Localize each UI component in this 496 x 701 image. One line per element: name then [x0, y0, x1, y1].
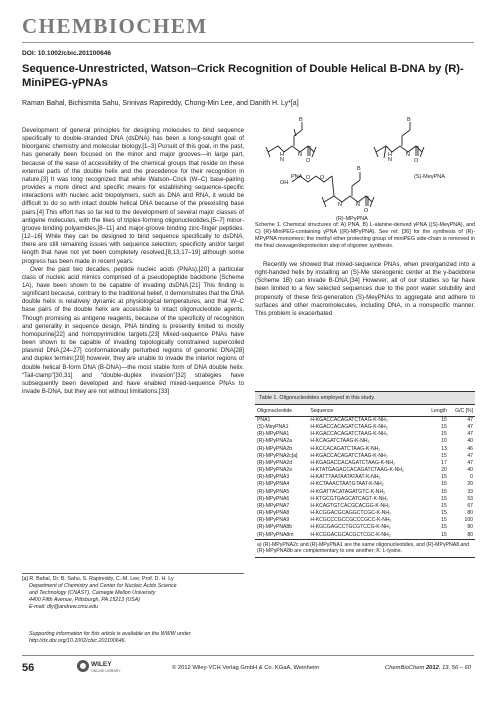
atom-label: N	[388, 157, 392, 163]
oligo-name-cell: (R)-MPγPNA2a	[257, 438, 293, 445]
body-left-column	[22, 127, 244, 396]
length-cell: 15	[441, 510, 447, 517]
oligo-name-cell: (R)-MPγPNA5	[257, 488, 290, 495]
length-cell: 15	[441, 424, 447, 431]
oligo-name-cell: (R)-MPγPNA4	[257, 481, 290, 488]
table-row	[255, 481, 475, 488]
author-list: Raman Bahal, Bichismita Sahu, Srinivas Rapireddy, Chong-Min Lee, and Danith H. Ly*[a]	[22, 100, 299, 107]
atom-label: H	[280, 152, 284, 158]
affiliation-line: 4400 Fifth Avenue, Pittsburgh, PA 15213 (USA)	[29, 596, 141, 603]
oligo-name-cell: (R)-MPγPNA9	[257, 517, 290, 524]
doi[interactable]: DOI: 10.1002/cbic.201100646	[22, 50, 112, 57]
sequence-cell: H-KGACCACAGATCTAAG-K-NH₂	[310, 424, 388, 431]
sequence-cell: H-KCTAAACTAATGTAAT-K-NH₂	[310, 481, 384, 488]
table-row	[255, 496, 475, 503]
sequence-cell: H-KGATTACATAGATGTC-K-NH₂	[310, 488, 386, 495]
gc-cell: 20	[467, 481, 473, 488]
table-row	[255, 532, 475, 540]
oligo-name-cell: PNA1	[257, 417, 271, 423]
supporting-info-text: Supporting information for this article is available on the WWW under	[29, 631, 191, 637]
table-row	[255, 524, 475, 531]
copyright-notice: © 2012 Wiley-VCH Verlag GmbH & Co. KGaA, Weinheim	[172, 665, 320, 671]
gc-cell: 47	[467, 459, 473, 466]
journal-name: CHEMBIOCHEM	[22, 14, 208, 38]
article-title: Sequence-Unrestricted, Watson–Crick Recognition of Double Helical B-DNA by (R)-MiniPEG-γPNAs	[22, 63, 464, 89]
atom-label: N	[280, 157, 284, 163]
sequence-cell: H-KTATGAGACCACAGATCTAAG-K-NH₂	[310, 467, 404, 474]
footer-rule	[22, 655, 474, 656]
sequence-cell: H-KCAGATCTAAG-K-NH₂	[310, 438, 370, 445]
sequence-cell: H-KTGCGTGAGCATCAGT-K-NH₂	[310, 495, 389, 502]
affiliation-line: Department of Chemistry and Center for Nucleic Acids Science	[29, 582, 177, 589]
atom-label: N	[298, 152, 302, 158]
sequence-cell: H-KGAGACCACAGATCTAAG-K-NH₂	[310, 459, 396, 466]
sequence-cell: H-KGACCACAGATCTAAG-K-NH₂	[310, 417, 388, 423]
paragraph: Over the past two decades, peptide nucleic acids (PNAs),[20] a particular class of nucleic acid mimics comprised of a pseudopeptide backbone (Scheme 1A), have been shown to be capable of invading dsDNA.[21] This finding is significant because, contrary to the traditional belief, it demonstrates that the DNA double helix is relatively dynamic at physiological temperatures, and that W–C base pairs of the double helix are accessible to intact oligonucleotide agents. Though promising as antigene reagents, because of the specificity of recognition and generality in sequence design, PNA binding is presently limited to mostly homopurine[22] and homopyrimidine targets.[23] Mixed-sequence PNAs have been shown to be capable of invading topologically constrained supercoiled plasmid DNA,[24–27] conformationally perturbed regions of genomic DNA[28] and duplex termini;[29] however, they are unable to invade the interior regions of double helical B-form DNA (B-DNA)—the most stable form of DNA double helix. “Tail-clamp”[30,31] and “double-duplex invasion”[32] strategies have subsequently been developed and have enabled mixed-sequence PNAs to invade B-DNA, but they are not without limitations.[33]	[22, 265, 244, 395]
affiliation-line: [a] R. Bahal, Dr. B. Sahu, S. Rapireddy, C.-M. Lee, Prof. D. H. Ly	[22, 576, 174, 582]
length-cell: 15	[441, 495, 447, 502]
length-cell: 15	[441, 481, 447, 488]
length-cell: 15	[441, 524, 447, 531]
oligo-name-cell: (R)-MPγPNA6	[257, 495, 290, 502]
oligo-name-cell: (R)-MPγPNA7	[257, 502, 290, 509]
svg-text:ONLINE LIBRARY: ONLINE LIBRARY	[91, 669, 121, 673]
atom-label: O	[306, 175, 311, 181]
table-row	[255, 467, 475, 474]
length-cell: 13	[441, 445, 447, 452]
table-row	[255, 446, 475, 453]
table-row	[255, 489, 475, 496]
length-cell: 15	[441, 452, 447, 459]
table-row	[255, 431, 475, 438]
email-link[interactable]: E-mail: dly@andrew.cmu.edu	[29, 603, 98, 610]
table-header: Length	[425, 406, 448, 417]
gc-cell: 47	[467, 424, 473, 431]
header-rule	[22, 42, 474, 43]
rmpgpna-structure	[292, 172, 374, 207]
atom-label: N	[406, 152, 410, 158]
atom-label: O	[364, 208, 369, 214]
sequence-cell: H-KCCACAGATCTAAG-K-NH₂	[310, 445, 381, 452]
affiliation-footnote	[22, 576, 244, 611]
gc-cell: 47	[467, 417, 473, 423]
oligo-name-cell: (R)-MPγPNA2b	[257, 445, 293, 452]
sequence-cell: H-KCAGTGTCACGCACGG-K-NH₂	[310, 502, 390, 509]
paragraph: Development of general principles for designing molecules to bind sequence specifically to double-stranded DNA (dsDNA) has been a long-sought goal of bioorganic chemistry and molecular biology.[1–3] Pursuit of this goal, in the past, has generally been focused on the minor and major grooves—in large part, because of the ease of accessibility of the chemical groups that reside on these external parts of the double helix and the precedence for their recognition in nature.[3] It was long recognized that while Watson–Crick (W–C) base-pairing provides a more direct and specific means for establishing sequence-specific interactions with nucleic acid biopolymers, such as DNA and RNA, it would be difficult to do so with intact double helical DNA because of the preexisting base pairs.[4] This effort has so far led to the development of several major classes of antigene molecules, with the likes of triplex-forming oligonucleotides,[5–7] minor-groove binding polyamides,[8–11] and major-groove binding zinc-finger peptides.[12–16] While they can be designed to bind sequence specifically to dsDNA, there are still remaining issues with sequence selection, specificity and/or target length that have not yet been completely resolved,[8,13,17–19] although some progress has been made in recent years.	[22, 127, 244, 265]
length-cell: 15	[425, 532, 448, 540]
journal-citation: ChemBioChem 2012, 13, 56 – 60	[385, 665, 472, 671]
body-right-column	[255, 261, 475, 318]
table-header: Sequence	[308, 406, 425, 417]
sequence-cell: H-KGACCACAGATCTAAG-K-NH₂	[310, 452, 388, 459]
length-cell: 15	[441, 502, 447, 509]
sequence-cell: H-KATTTAATAATATAAT-K-NH₂	[310, 474, 381, 481]
oligo-name-cell: (R)-MPγPNA8m	[255, 532, 308, 540]
gc-cell: 0	[470, 474, 473, 481]
length-cell: 15	[441, 431, 447, 438]
svg-text:WILEY: WILEY	[91, 661, 112, 668]
gc-cell: 80	[449, 532, 475, 540]
table-header: G/C [%]	[449, 406, 475, 417]
length-cell: 15	[441, 517, 447, 524]
table-row	[255, 417, 475, 425]
scheme-caption: Scheme 1. Chemical structures of: A) PNA, B) L-alanine-derived γPNA ((S)-MeγPNA), and C) (R)-MiniPEG-containing γPNA ((R)-MPγPNA). See ref. [36] for the synthesis of (R)-MPγPNA monomers; the methyl ether protecting group of miniPEG side-chain is removed in the final cleavage/deprotection step of oligomer synthesis.	[255, 222, 475, 249]
atom-label: N	[356, 202, 360, 208]
table-footnote: a) (R)-MPγPNA2c and (R)-MPγPNA1 are the same oligonucleotides, and (R)-MPγPNA8 and (R)-MPγPNA8b are complementary to one another; K: L-lysine.	[255, 540, 475, 558]
atom-label: N	[338, 202, 342, 208]
atom-label: O	[320, 175, 325, 181]
smegpna-structure	[374, 122, 424, 158]
affiliation-line: and Technology (CNAST), Carnegie Mellon University	[29, 589, 156, 596]
table-header: Oligonucleotide	[255, 406, 308, 417]
supporting-info-link[interactable]: http://dx.doi.org/10.1002/cbic.201100646.	[29, 637, 127, 644]
footnote-rule	[22, 573, 244, 574]
table-row	[255, 503, 475, 510]
table-caption: Table 1. Oligonucleotides employed in this study.	[255, 391, 475, 405]
atom-label: H	[388, 152, 392, 158]
pna-structure	[266, 122, 316, 157]
supporting-info-note	[22, 631, 244, 645]
oligonucleotide-table	[255, 391, 475, 558]
table-row	[255, 510, 475, 517]
gc-cell: 53	[467, 495, 473, 502]
gc-cell: 67	[467, 502, 473, 509]
atom-label: OH	[280, 180, 289, 186]
sequence-cell: H-KGACCACAGATCTAAG-K-NH₂	[310, 431, 388, 438]
length-cell: 15	[441, 488, 447, 495]
gc-cell: 80	[467, 510, 473, 517]
gc-cell: 40	[467, 438, 473, 445]
gc-cell: 80	[467, 524, 473, 531]
length-cell: 10	[441, 438, 447, 445]
scheme-label-c: (R)-MPγPNA	[336, 216, 368, 222]
length-cell: 17	[441, 459, 447, 466]
page-number: 56	[22, 662, 35, 674]
table-row	[255, 517, 475, 524]
table-row	[255, 460, 475, 467]
atom-label: O	[414, 158, 419, 164]
table-row	[255, 474, 475, 481]
atom-label: O	[306, 158, 311, 164]
length-cell: 15	[441, 474, 447, 481]
sequence-cell: H-KCGGACGCAGGCTCGC-K-NH₂	[310, 510, 391, 517]
gc-cell: 46	[467, 445, 473, 452]
oligo-name-cell: (R)-MPγPNA3	[257, 474, 290, 481]
length-cell: 15	[441, 417, 447, 423]
scheme-label-b: (S)-MeγPNA	[414, 174, 445, 180]
scheme-1-structures	[264, 116, 474, 226]
sequence-cell: H-KCGCCCGCCGCCCGCC-K-NH₂	[310, 517, 392, 524]
wiley-online-library-logo	[76, 658, 138, 674]
table-row	[255, 453, 475, 460]
oligo-name-cell: (R)-MPγPNA1	[257, 431, 290, 438]
scheme-label-a: PNA	[291, 174, 303, 180]
gc-cell: 100	[464, 517, 473, 524]
oligo-name-cell: (R)-MPγPNA2c[a]	[257, 452, 298, 459]
oligo-name-cell: (R)-MPγPNA2e	[257, 467, 293, 474]
table-row	[255, 438, 475, 445]
sequence-cell: H-KCGGACGCACGCTCGC-K-NH₂	[308, 532, 425, 540]
gc-cell: 33	[467, 488, 473, 495]
gc-cell: 40	[467, 467, 473, 474]
length-cell: 20	[441, 467, 447, 474]
paragraph: Recently we showed that mixed-sequence PNAs, when preorganized into a right-handed helix by installing an (S)-Me stereogenic center at the γ-backbone (Scheme 1B) can invade B-DNA.[34] However, all of our studies so far have been limited to a few selected sequences due to the poor water solubility and propensity of these first-generation (S)-MeγPNAs to aggregate and adhere to surfaces and other macromolecules, including DNA, in a nonspecific manner. This problem is exacerbated	[255, 261, 475, 317]
atom-label: B	[299, 117, 303, 123]
sequence-cell: H-KGCGAGCCTGCGTCCG-K-NH₂	[310, 524, 391, 531]
oligo-name-cell: (S)-MeγPNA1	[257, 424, 289, 431]
atom-label: B	[357, 166, 361, 172]
oligo-name-cell: (R)-MPγPNA2d	[257, 459, 293, 466]
gc-cell: 47	[467, 452, 473, 459]
gc-cell: 47	[467, 431, 473, 438]
table-row	[255, 424, 475, 431]
oligo-name-cell: (R)-MPγPNA8	[257, 510, 290, 517]
oligo-name-cell: (R)-MPγPNA8b	[257, 524, 293, 531]
atom-label: B	[407, 117, 411, 123]
